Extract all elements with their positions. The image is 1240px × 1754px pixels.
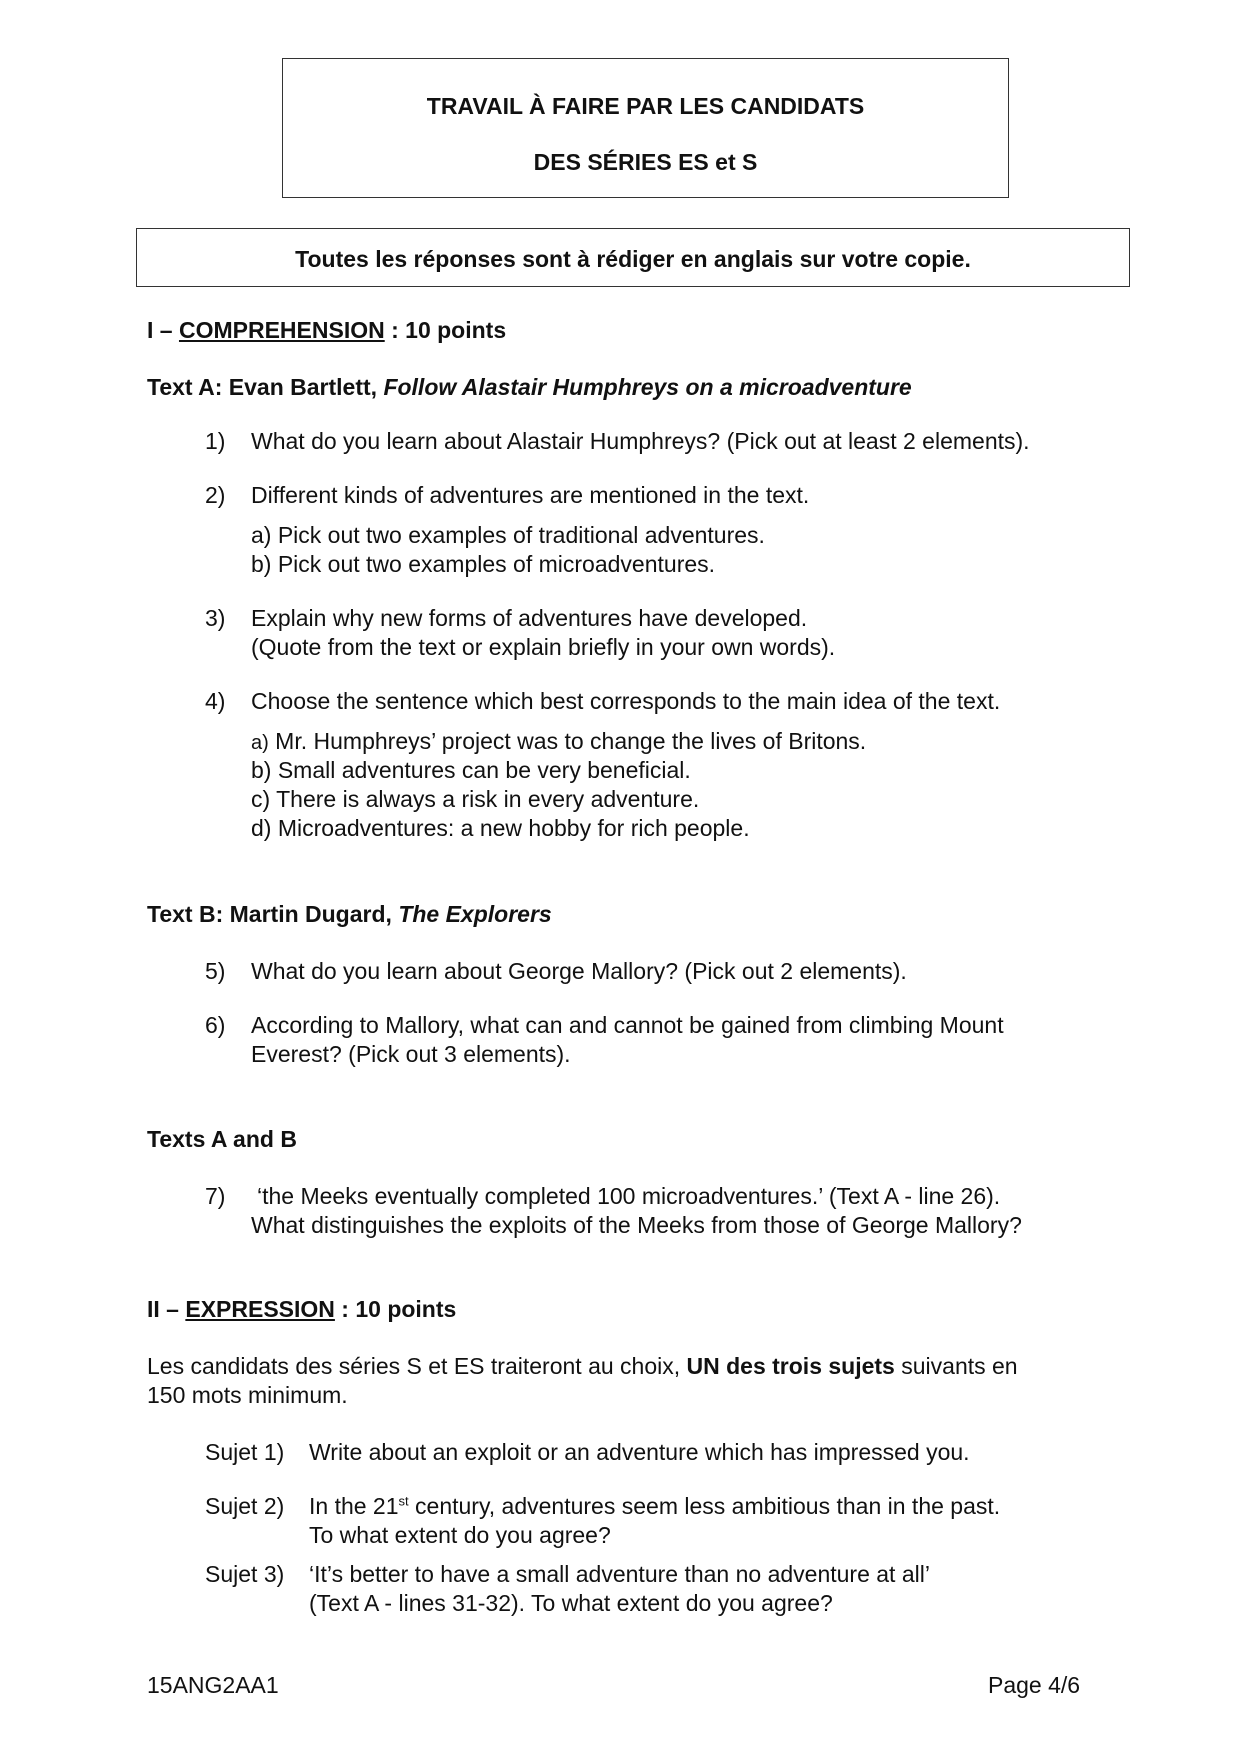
expression-intro [147, 1353, 1018, 1380]
section1-title: COMPREHENSION [178, 317, 385, 343]
q4-option-a [251, 728, 866, 755]
footer-page: Page 4/6 [988, 1672, 1081, 1698]
sujet2-post: century, adventures seem less ambitious than in the past. [408, 1493, 1001, 1519]
q4-number: 4) [205, 688, 226, 714]
q7-text-2: What distinguishes the exploits of the Meeks from those of George Mallory? [251, 1212, 1022, 1238]
q6-text: According to Mallory, what can and cannot be gained from climbing Mount [251, 1012, 1004, 1038]
q4-text: Choose the sentence which best corresponds to the main idea of the text. [251, 688, 1001, 714]
sujet2-label: Sujet 2) [205, 1493, 285, 1519]
header-box [282, 58, 1009, 198]
q3-text-2: (Quote from the text or explain briefly in your own words). [251, 634, 836, 660]
textB-title: The Explorers [398, 901, 552, 927]
q4-option-c: c) There is always a risk in every adventure. [251, 786, 700, 812]
q3-text: Explain why new forms of adventures have developed. [251, 605, 808, 631]
q7-text: ‘the Meeks eventually completed 100 microadventures.’ (Text A - line 26). [257, 1183, 1001, 1209]
q2-option-a: a) Pick out two examples of traditional adventures. [251, 522, 765, 548]
textA-heading [147, 374, 912, 401]
sujet3-text-2: (Text A - lines 31-32). To what extent do you agree? [309, 1590, 833, 1616]
sujet3-text: ‘It’s better to have a small adventure than no adventure at all’ [309, 1561, 930, 1587]
q4-option-a-text: Mr. Humphreys’ project was to change the lives of Britons. [268, 728, 867, 754]
q1-number: 1) [205, 428, 226, 454]
section2-roman: II – [147, 1296, 186, 1322]
q1-text: What do you learn about Alastair Humphreys? (Pick out at least 2 elements). [251, 428, 1030, 454]
textA-title: Follow Alastair Humphreys on a microadventure [383, 374, 912, 400]
sujet1-label: Sujet 1) [205, 1439, 285, 1465]
q2-option-b: b) Pick out two examples of microadventures. [251, 551, 716, 577]
footer-code: 15ANG2AA1 [147, 1672, 279, 1698]
textsAB-heading: Texts A and B [147, 1126, 297, 1152]
section2-heading [147, 1296, 456, 1323]
q5-number: 5) [205, 958, 226, 984]
sujet2-text-2: To what extent do you agree? [309, 1522, 611, 1548]
q4-option-d: d) Microadventures: a new hobby for rich people. [251, 815, 750, 841]
section2-points: : 10 points [334, 1296, 457, 1322]
q6-text-2: Everest? (Pick out 3 elements). [251, 1041, 571, 1067]
section2-title: EXPRESSION [185, 1296, 335, 1322]
section1-roman: I – [147, 317, 179, 343]
textA-label: Text A: Evan Bartlett, [147, 374, 384, 400]
sujet1-text: Write about an exploit or an adventure which has impressed you. [309, 1439, 970, 1465]
expression-intro-bold: UN des trois sujets [686, 1353, 895, 1379]
q4-option-b: b) Small adventures can be very beneficial. [251, 757, 691, 783]
sujet3-label: Sujet 3) [205, 1561, 285, 1587]
expression-intro-part1: Les candidats des séries S et ES traiteront au choix, [147, 1353, 687, 1379]
instruction-text: Toutes les réponses sont à rédiger en anglais sur votre copie. [295, 246, 971, 272]
q5-text: What do you learn about George Mallory? (Pick out 2 elements). [251, 958, 907, 984]
section1-points: : 10 points [384, 317, 507, 343]
sujet2-pre: In the 21 [309, 1493, 399, 1519]
q4-option-a-letter: a) [251, 732, 269, 754]
expression-intro-part2: suivants en [894, 1353, 1018, 1379]
q3-number: 3) [205, 605, 226, 631]
textB-label: Text B: Martin Dugard, [147, 901, 399, 927]
sujet2-sup: st [398, 1493, 409, 1509]
instruction-box [136, 228, 1130, 287]
sujet2-text [309, 1493, 1000, 1520]
section1-heading [147, 317, 506, 344]
q7-number: 7) [205, 1183, 226, 1209]
q2-text: Different kinds of adventures are mentioned in the text. [251, 482, 810, 508]
expression-intro-line-2: 150 mots minimum. [147, 1382, 348, 1408]
q6-number: 6) [205, 1012, 226, 1038]
textB-heading [147, 901, 552, 928]
q2-number: 2) [205, 482, 226, 508]
header-line-2: DES SÉRIES ES et S [533, 149, 758, 175]
header-line-1: TRAVAIL À FAIRE PAR LES CANDIDATS [426, 93, 865, 119]
